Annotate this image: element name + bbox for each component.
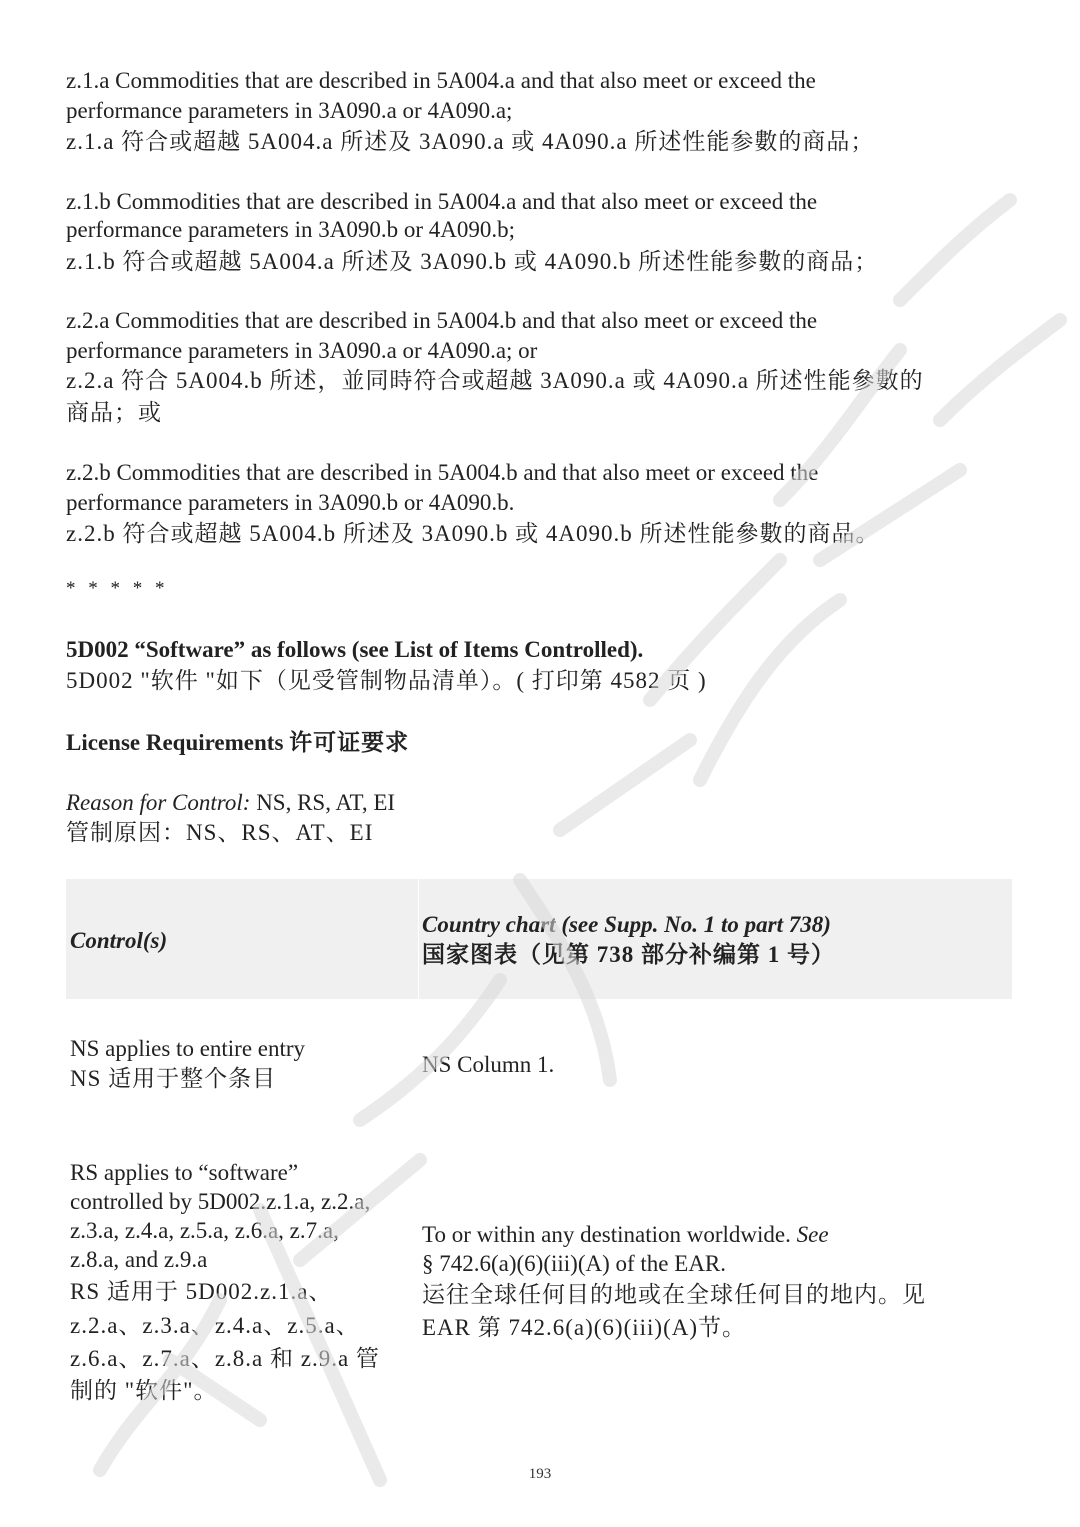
section-separator: * * * * * <box>66 578 169 599</box>
reason-label: Reason for Control: <box>66 790 251 815</box>
row-1-control-line-2: NS 适用于整个条目 <box>70 1066 277 1091</box>
entry-heading-cn: 5D002 "软件 "如下（见受管制物品清单）。( 打印第 4582 页 ) <box>66 668 707 693</box>
paragraph-1-cn: z.1.a 符合或超越 5A004.a 所述及 3A090.a 或 4A090.a 所述性能参數的商品； <box>66 129 875 154</box>
row-2-chart-line-3: 运往全球任何目的地或在全球任何目的地内。见 <box>422 1282 926 1307</box>
page-number: 193 <box>528 1466 552 1482</box>
paragraph-3-en-line-2: performance parameters in 3A090.a or 4A090.a; or <box>66 338 538 363</box>
paragraph-2-cn: z.1.b 符合或超越 5A004.a 所述及 3A090.b 或 4A090.b 所述性能参數的商品； <box>66 249 879 274</box>
license-heading-en: License Requirements <box>66 730 284 755</box>
row-2-control-line-2: controlled by 5D002.z.1.a, z.2.a, <box>70 1189 371 1214</box>
row-2-chart-line-2: § 742.6(a)(6)(iii)(A) of the EAR. <box>422 1251 727 1276</box>
row-2-control-line-6: z.2.a、z.3.a、z.4.a、z.5.a、 <box>70 1313 360 1338</box>
reason-for-control-cn: 管制原因：NS、RS、AT、EI <box>66 820 374 845</box>
row-2-control-line-5: RS 适用于 5D002.z.1.a、 <box>70 1279 333 1304</box>
row-1-control-line-1: NS applies to entire entry <box>70 1036 306 1061</box>
table-header-divider <box>418 879 419 999</box>
paragraph-1-en-line-1: z.1.a Commodities that are described in 5A004.a and that also meet or exceed the <box>66 68 816 93</box>
license-heading-cn: 许可证要求 <box>289 730 410 755</box>
col-header-controls: Control(s) <box>70 928 168 953</box>
col-header-country-chart: Country chart (see Supp. No. 1 to part 738) <box>422 912 831 937</box>
row-2-control-line-1: RS applies to “software” <box>70 1160 299 1185</box>
col-header-country-chart-cn: 国家图表（见第 738 部分补编第 1 号） <box>422 942 835 967</box>
reason-for-control <box>66 788 395 818</box>
paragraph-4-en-line-1: z.2.b Commodities that are described in 5A004.b and that also meet or exceed the <box>66 460 819 485</box>
row-2-chart-see: See <box>796 1222 829 1247</box>
paragraph-4-en-line-2: performance parameters in 3A090.b or 4A090.b. <box>66 490 515 515</box>
entry-heading: 5D002 “Software” as follows (see List of Items Controlled). <box>66 637 644 662</box>
row-2-control-line-3: z.3.a, z.4.a, z.5.a, z.6.a, z.7.a, <box>70 1218 339 1243</box>
row-2-control-line-7: z.6.a、z.7.a、z.8.a 和 z.9.a 管 <box>70 1346 380 1371</box>
license-requirements-heading <box>66 728 409 758</box>
reason-value: NS, RS, AT, EI <box>250 790 396 815</box>
paragraph-3-cn-line-1: z.2.a 符合 5A004.b 所述，並同時符合或超越 3A090.a 或 4A090.a 所述性能參數的 <box>66 368 924 393</box>
row-1-chart: NS Column 1. <box>422 1052 555 1077</box>
paragraph-3-cn-line-2: 商品；或 <box>66 400 162 425</box>
row-2-control-line-8: 制的 "软件"。 <box>70 1378 218 1403</box>
row-2-control-line-4: z.8.a, and z.9.a <box>70 1247 208 1272</box>
row-2-chart-line-4: EAR 第 742.6(a)(6)(iii)(A)节。 <box>422 1315 747 1340</box>
paragraph-1-en-line-2: performance parameters in 3A090.a or 4A090.a; <box>66 98 513 123</box>
paragraph-4-cn: z.2.b 符合或超越 5A004.b 所述及 3A090.b 或 4A090.b 所述性能參數的商品。 <box>66 521 880 546</box>
row-2-chart-text: To or within any destination worldwide. <box>422 1222 797 1247</box>
paragraph-3-en-line-1: z.2.a Commodities that are described in 5A004.b and that also meet or exceed the <box>66 308 818 333</box>
row-2-chart-line-1 <box>422 1220 829 1250</box>
paragraph-2-en-line-2: performance parameters in 3A090.b or 4A090.b; <box>66 217 515 242</box>
paragraph-2-en-line-1: z.1.b Commodities that are described in 5A004.a and that also meet or exceed the <box>66 189 818 214</box>
